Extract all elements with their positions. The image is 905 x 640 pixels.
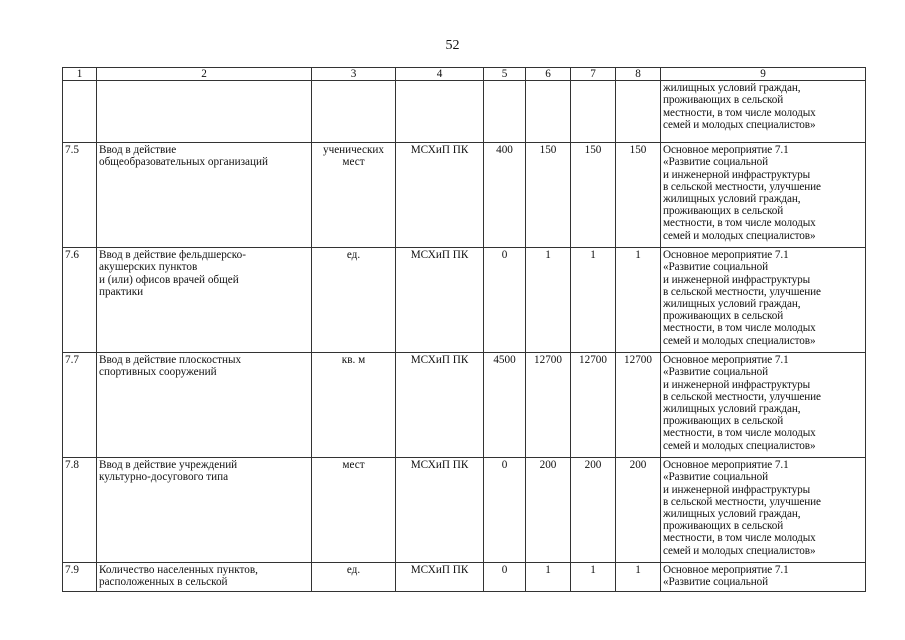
executor-cell: МСХиП ПК	[396, 458, 484, 563]
row-number: 7.8	[63, 458, 97, 563]
table-header-row	[63, 68, 866, 81]
value-col6: 1	[526, 563, 571, 592]
table-row	[63, 563, 866, 592]
unit-cell: ед.	[312, 248, 396, 353]
column-header-9: 9	[661, 68, 866, 81]
executor-cell: МСХиП ПК	[396, 143, 484, 248]
value-col5: 4500	[484, 353, 526, 458]
value-col6: 1	[526, 248, 571, 353]
table-row	[63, 353, 866, 458]
column-header-8: 8	[616, 68, 661, 81]
indicator-name: Количество населенных пунктов, расположенных в сельской	[97, 563, 312, 592]
value-col7: 12700	[571, 353, 616, 458]
row-number: 7.7	[63, 353, 97, 458]
value-col8: 1	[616, 248, 661, 353]
program-cell: Основное мероприятие 7.1 «Развитие социальной и инженерной инфраструктуры в сельской местности, улучшение жилищных условий граждан, проживающих в сельской местности, в том числе молодых семей и молодых специалистов»	[661, 458, 866, 563]
value-col8: 12700	[616, 353, 661, 458]
column-header-4: 4	[396, 68, 484, 81]
value-col6: 150	[526, 143, 571, 248]
unit-cell: ед.	[312, 563, 396, 592]
value-col5: 0	[484, 563, 526, 592]
table-row	[63, 143, 866, 248]
indicator-name: Ввод в действие общеобразовательных организаций	[97, 143, 312, 248]
row-number: 7.9	[63, 563, 97, 592]
value-col8: 1	[616, 563, 661, 592]
unit-cell: мест	[312, 458, 396, 563]
value-col7: 150	[571, 143, 616, 248]
executor-cell: МСХиП ПК	[396, 563, 484, 592]
row-number: 7.6	[63, 248, 97, 353]
program-cell: Основное мероприятие 7.1 «Развитие социальной	[661, 563, 866, 592]
value-col8: 150	[616, 143, 661, 248]
value-col7: 1	[571, 248, 616, 353]
unit-cell: ученических мест	[312, 143, 396, 248]
program-cell: Основное мероприятие 7.1 «Развитие социальной и инженерной инфраструктуры в сельской местности, улучшение жилищных условий граждан, проживающих в сельской местности, в том числе молодых семей и молодых специалистов»	[661, 143, 866, 248]
executor-cell: МСХиП ПК	[396, 248, 484, 353]
indicators-table	[62, 67, 866, 592]
table-row-continuation	[63, 81, 866, 143]
indicator-name: Ввод в действие плоскостных спортивных сооружений	[97, 353, 312, 458]
value-col6: 200	[526, 458, 571, 563]
column-header-1: 1	[63, 68, 97, 81]
continuation-text: жилищных условий граждан, проживающих в сельской местности, в том числе молодых семей и молодых специалистов»	[661, 81, 866, 143]
column-header-5: 5	[484, 68, 526, 81]
row-number: 7.5	[63, 143, 97, 248]
value-col6: 12700	[526, 353, 571, 458]
value-col5: 400	[484, 143, 526, 248]
program-cell: Основное мероприятие 7.1 «Развитие социальной и инженерной инфраструктуры в сельской местности, улучшение жилищных условий граждан, проживающих в сельской местности, в том числе молодых семей и молодых специалистов»	[661, 353, 866, 458]
column-header-3: 3	[312, 68, 396, 81]
value-col7: 1	[571, 563, 616, 592]
unit-cell: кв. м	[312, 353, 396, 458]
value-col5: 0	[484, 458, 526, 563]
column-header-6: 6	[526, 68, 571, 81]
page-number: 52	[445, 38, 460, 53]
table-row	[63, 248, 866, 353]
value-col7: 200	[571, 458, 616, 563]
value-col8: 200	[616, 458, 661, 563]
table-row	[63, 458, 866, 563]
executor-cell: МСХиП ПК	[396, 353, 484, 458]
indicator-name: Ввод в действие учреждений культурно-досугового типа	[97, 458, 312, 563]
column-header-7: 7	[571, 68, 616, 81]
indicator-name: Ввод в действие фельдшерско- акушерских пунктов и (или) офисов врачей общей практики	[97, 248, 312, 353]
column-header-2: 2	[97, 68, 312, 81]
program-cell: Основное мероприятие 7.1 «Развитие социальной и инженерной инфраструктуры в сельской местности, улучшение жилищных условий граждан, проживающих в сельской местности, в том числе молодых семей и молодых специалистов»	[661, 248, 866, 353]
value-col5: 0	[484, 248, 526, 353]
